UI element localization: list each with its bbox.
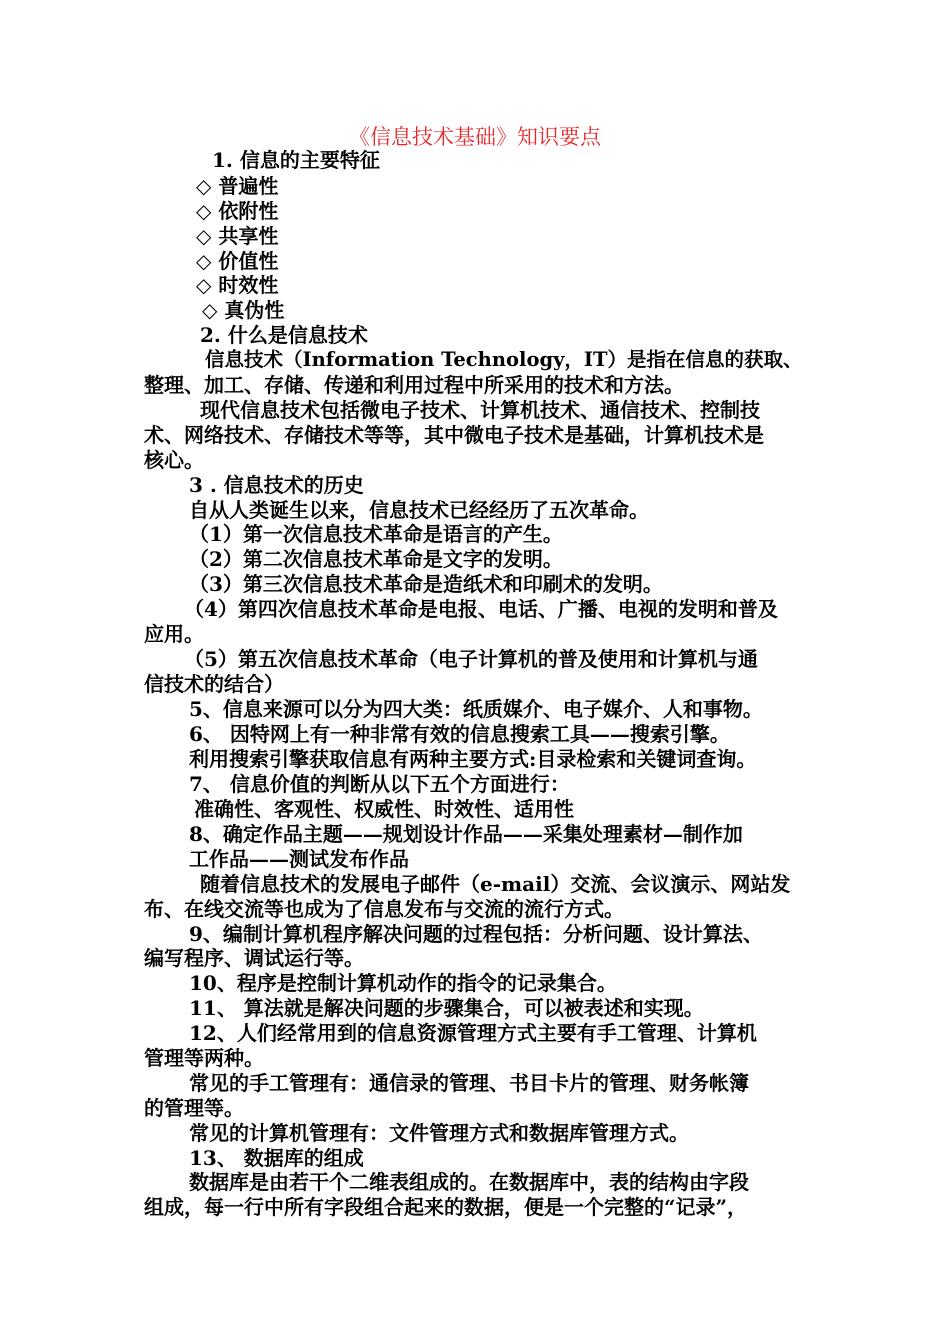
paragraph-line: 自从人类诞生以来，信息技术已经经历了五次革命。: [189, 498, 649, 522]
paragraph-line: 利用搜索引擎获取信息有两种主要方式:目录检索和关键词查询。: [189, 747, 757, 771]
list-item: 信技术的结合）: [144, 672, 284, 696]
bullet-item: ◇ 普遍性: [196, 174, 279, 198]
paragraph-line: 6、 因特网上有一种非常有效的信息搜索工具——搜索引擎。: [189, 722, 730, 746]
paragraph-line: 管理等两种。: [144, 1046, 264, 1070]
paragraph-line: 现代信息技术包括微电子技术、计算机技术、通信技术、控制技: [200, 398, 760, 422]
paragraph-line: 整理、加工、存储、传递和利用过程中所采用的技术和方法。: [144, 373, 684, 397]
list-item: 应用。: [144, 622, 204, 646]
paragraph-line: 核心。: [144, 448, 204, 472]
paragraph-line: 7、 信息价值的判断从以下五个方面进行：: [189, 772, 570, 796]
section-heading: 2. 什么是信息技术: [200, 323, 368, 347]
bullet-item: ◇ 真伪性: [202, 298, 285, 322]
paragraph-line: 常见的手工管理有：通信录的管理、书目卡片的管理、财务帐簿: [189, 1071, 749, 1095]
list-item: （2）第二次信息技术革命是文字的发明。: [189, 547, 563, 571]
paragraph-line: 工作品——测试发布作品: [189, 847, 409, 871]
paragraph-line: 11、 算法就是解决问题的步骤集合，可以被表述和实现。: [189, 996, 704, 1020]
document-title: 《信息技术基础》知识要点: [349, 125, 601, 149]
paragraph-line: 准确性、客观性、权威性、时效性、适用性: [194, 797, 574, 821]
paragraph-line: 编写程序、调试运行等。: [144, 946, 364, 970]
paragraph-line: 5、信息来源可以分为四大类：纸质媒介、电子媒介、人和事物。: [189, 697, 763, 721]
bullet-item: ◇ 价值性: [196, 249, 279, 273]
section-heading: 3 . 信息技术的历史: [189, 473, 364, 497]
bullet-item: ◇ 共享性: [196, 224, 279, 248]
paragraph-line: 8、确定作品主题——规划设计作品——采集处理素材—制作加: [189, 822, 743, 846]
paragraph-line: 布、在线交流等也成为了信息发布与交流的流行方式。: [144, 897, 624, 921]
paragraph-line: 的管理等。: [144, 1096, 244, 1120]
paragraph-line: 术、网络技术、存储技术等等，其中微电子技术是基础，计算机技术是: [144, 423, 764, 447]
section-heading: 13、 数据库的组成: [189, 1146, 364, 1170]
list-item: （4）第四次信息技术革命是电报、电话、广播、电视的发明和普及: [184, 597, 778, 621]
paragraph-line: 常见的计算机管理有：文件管理方式和数据库管理方式。: [189, 1121, 689, 1145]
list-item: （5）第五次信息技术革命（电子计算机的普及使用和计算机与通: [184, 647, 758, 671]
paragraph-line: 组成，每一行中所有字段组合起来的数据，便是一个完整的“记录”，: [144, 1195, 748, 1219]
paragraph-line: 12、人们经常用到的信息资源管理方式主要有手工管理、计算机: [189, 1021, 757, 1045]
section-heading: 1. 信息的主要特征: [212, 148, 380, 172]
bullet-item: ◇ 依附性: [196, 199, 279, 223]
paragraph-line: 随着信息技术的发展电子邮件（e-mail）交流、会议演示、网站发: [200, 872, 791, 896]
bullet-item: ◇ 时效性: [196, 273, 279, 297]
list-item: （1）第一次信息技术革命是语言的产生。: [189, 522, 563, 546]
paragraph-line: 10、程序是控制计算机动作的指令的记录集合。: [189, 971, 617, 995]
list-item: （3）第三次信息技术革命是造纸术和印刷术的发明。: [189, 572, 663, 596]
paragraph-line: 数据库是由若干个二维表组成的。在数据库中，表的结构由字段: [189, 1170, 749, 1194]
paragraph-line: 信息技术（Information Technology，IT）是指在信息的获取、: [205, 348, 803, 371]
paragraph-line: 9、编制计算机程序解决问题的过程包括：分析问题、设计算法、: [189, 922, 763, 946]
